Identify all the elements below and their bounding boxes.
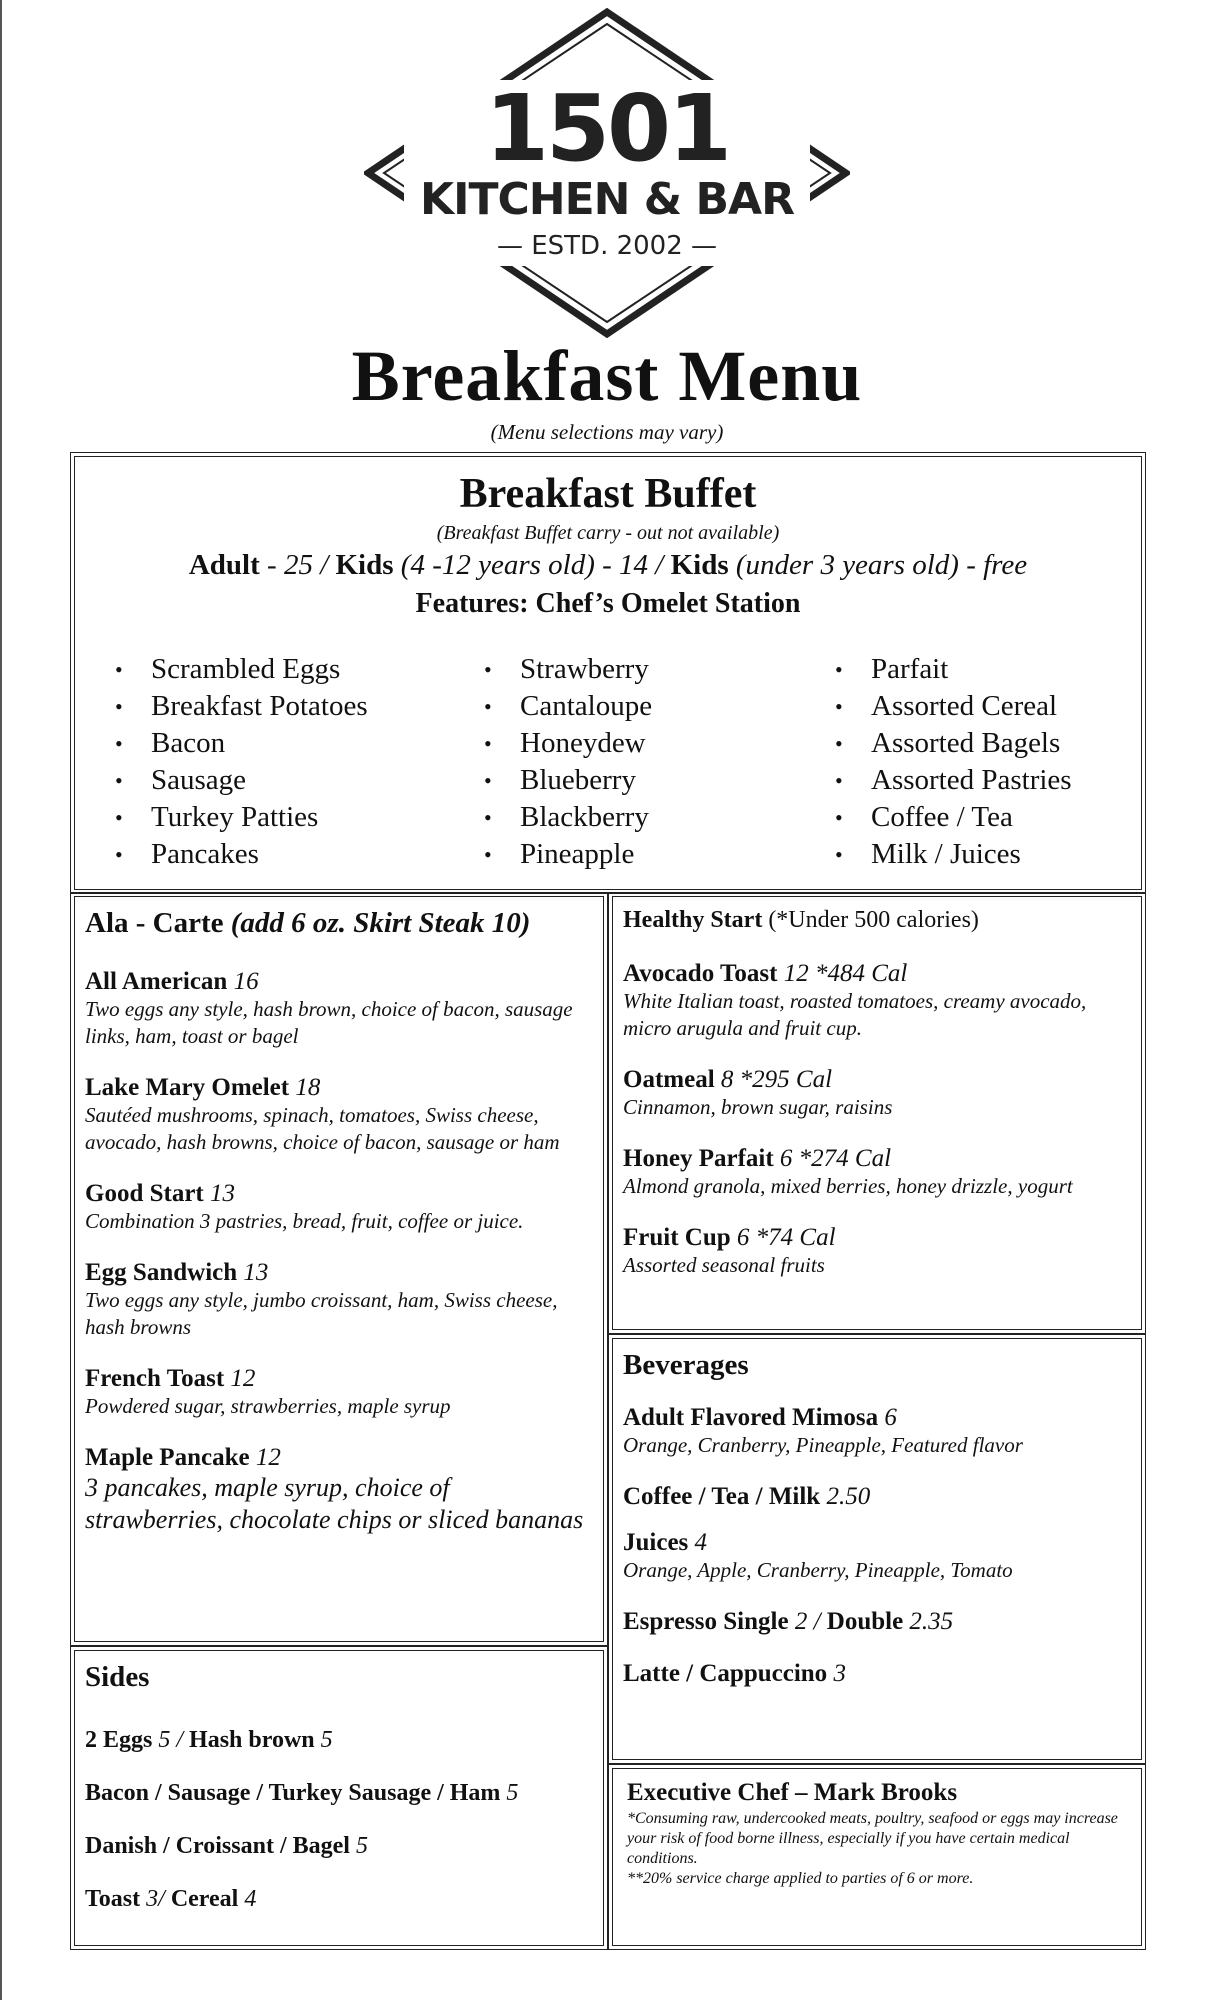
buffet-item: • Milk / Juices [831, 836, 1072, 873]
menu-item [623, 1660, 1131, 1688]
kids-under3-price: (under 3 years old) - free [728, 549, 1028, 581]
buffet-item: • Strawberry [480, 651, 652, 688]
buffet-column-3 [831, 651, 1072, 873]
buffet-item: • Scrambled Eggs [111, 651, 368, 688]
item-description: Sautéed mushrooms, spinach, tomatoes, Swiss cheese, avocado, hash browns, choice of bacon, sausage or ham [85, 1103, 560, 1154]
beverages-section [612, 1338, 1142, 1760]
healthy-start-note: (*Under 500 calories) [762, 907, 979, 933]
buffet-note: (Breakfast Buffet carry - out not available) [436, 522, 780, 544]
kids-label: Kids [335, 549, 394, 581]
buffet-section [74, 456, 1142, 890]
item-title: Oatmeal [623, 1066, 715, 1093]
item-description: Powdered sugar, strawberries, maple syrup [85, 1394, 451, 1418]
menu-item [85, 1365, 593, 1420]
item-description: Orange, Cranberry, Pineapple, Featured flavor [623, 1433, 1023, 1457]
buffet-item: • Blackberry [480, 799, 652, 836]
side-price: 5 / [152, 1727, 190, 1753]
menu-item-name [623, 1608, 1131, 1636]
buffet-item: • Bacon [111, 725, 368, 762]
item-title: All American [85, 968, 228, 995]
adult-label: Adult [188, 549, 260, 581]
item-title: Egg Sandwich [85, 1259, 238, 1286]
item-price: 2 / [788, 1608, 827, 1635]
item-price: 4 [688, 1529, 708, 1556]
menu-item [623, 1483, 1131, 1511]
item-title: Espresso Single [623, 1608, 789, 1635]
menu-item [85, 1259, 593, 1341]
executive-chef: Executive Chef – Mark Brooks [627, 1779, 958, 1806]
item-price: 8 *295 Cal [714, 1066, 833, 1093]
kids-price: (4 -12 years old) - 14 / [393, 549, 671, 581]
menu-item-name [623, 1529, 1131, 1557]
item-price: 16 [227, 968, 259, 995]
item-description: Assorted seasonal fruits [623, 1253, 825, 1277]
menu-item-name [623, 1404, 1131, 1432]
menu-item [623, 1529, 1131, 1584]
item-title: Good Start [85, 1180, 204, 1207]
menu-item [623, 1608, 1131, 1636]
buffet-item: • Coffee / Tea [831, 799, 1072, 836]
sides-items [85, 1727, 593, 1913]
healthy-start-section [612, 896, 1142, 1330]
side-name-2: Cereal [170, 1886, 239, 1912]
ala-carte-section [74, 896, 604, 1642]
healthy-start-title-text: Healthy Start [623, 907, 763, 933]
item-price: 12 [224, 1365, 256, 1392]
page-subtitle: (Menu selections may vary) [490, 420, 724, 444]
item-price: 18 [289, 1074, 321, 1101]
item-title: Adult Flavored Mimosa [623, 1404, 879, 1431]
sides-section [74, 1650, 604, 1946]
buffet-title: Breakfast Buffet [459, 471, 757, 517]
item-description: Two eggs any style, jumbo croissant, ham, Swiss cheese, hash browns [85, 1288, 558, 1339]
item-description: Cinnamon, brown sugar, raisins [623, 1095, 893, 1119]
item-price: 12 [249, 1444, 281, 1471]
buffet-item: • Honeydew [480, 725, 652, 762]
item-title: Fruit Cup [623, 1224, 731, 1251]
page-title: Breakfast Menu [351, 336, 863, 416]
menu-item [623, 960, 1131, 1042]
adult-price: - 25 / [259, 549, 336, 581]
item-title: Honey Parfait [623, 1145, 774, 1172]
ala-carte-title-text: Ala - Carte [85, 907, 224, 939]
restaurant-logo [364, 8, 850, 338]
side-name: 2 Eggs [85, 1727, 153, 1753]
item-price: 2.50 [820, 1483, 871, 1510]
logo-number: 1501 [484, 75, 730, 182]
item-price: 13 [237, 1259, 269, 1286]
page-edge-line [0, 0, 2, 2000]
item-title-2: Double [826, 1608, 904, 1635]
menu-item [85, 968, 593, 1050]
sides-title: Sides [85, 1661, 150, 1693]
item-price: 13 [203, 1180, 235, 1207]
menu-item-name [85, 1074, 593, 1102]
side-price: 5 [349, 1833, 368, 1859]
buffet-column-1 [111, 651, 368, 873]
side-name: Bacon / Sausage / Turkey Sausage / Ham [85, 1780, 501, 1806]
item-price-2: 2.35 [903, 1608, 954, 1635]
side-name-2: Hash brown [189, 1727, 315, 1753]
ala-carte-title [85, 907, 593, 940]
buffet-item: • Assorted Cereal [831, 688, 1072, 725]
item-description: Almond granola, mixed berries, honey drizzle, yogurt [623, 1174, 1073, 1198]
menu-item-name [623, 1224, 1131, 1252]
menu-item-name [85, 968, 593, 996]
item-description: 3 pancakes, maple syrup, choice of strawberries, chocolate chips or sliced bananas [85, 1473, 584, 1534]
healthy-start-title [623, 907, 1131, 934]
side-price: 5 [500, 1780, 519, 1806]
item-price: 6 *274 Cal [773, 1145, 892, 1172]
buffet-item: • Pancakes [111, 836, 368, 873]
buffet-prices [75, 549, 1141, 582]
buffet-item: • Parfait [831, 651, 1072, 688]
side-price-2: 4 [238, 1886, 257, 1912]
menu-item-name [623, 1066, 1131, 1094]
menu-item-name [623, 1145, 1131, 1173]
menu-item-name [85, 1444, 593, 1472]
buffet-item: • Breakfast Potatoes [111, 688, 368, 725]
buffet-item: • Blueberry [480, 762, 652, 799]
buffet-item: • Pineapple [480, 836, 652, 873]
side-item [85, 1833, 593, 1860]
item-title: Maple Pancake [85, 1444, 250, 1471]
menu-item-name [85, 1259, 593, 1287]
menu-item [623, 1404, 1131, 1459]
menu-item-name [85, 1365, 593, 1393]
menu-item [623, 1224, 1131, 1279]
item-title: Lake Mary Omelet [85, 1074, 290, 1101]
item-title: Coffee / Tea / Milk [623, 1483, 821, 1510]
item-price: 6 *74 Cal [730, 1224, 836, 1251]
menu-item-name [623, 960, 1131, 988]
menu-item-name [623, 1483, 1131, 1511]
beverages-items [623, 1404, 1131, 1688]
item-description: Combination 3 pastries, bread, fruit, coffee or juice. [85, 1209, 524, 1233]
menu-item-name [85, 1180, 593, 1208]
side-price-2: 5 [314, 1727, 333, 1753]
item-description: White Italian toast, roasted tomatoes, creamy avocado, micro arugula and fruit cup. [623, 989, 1087, 1040]
side-item [85, 1886, 593, 1913]
item-price: 3 [827, 1660, 846, 1687]
buffet-column-2 [480, 651, 652, 873]
item-title: Juices [623, 1529, 689, 1556]
food-safety-note: *Consuming raw, undercooked meats, poultry, seafood or eggs may increase your risk of food borne illness, especially if you have certain medical conditions. [627, 1810, 1118, 1867]
buffet-item: • Assorted Bagels [831, 725, 1072, 762]
ala-carte-items [85, 968, 593, 1536]
menu-item [85, 1180, 593, 1235]
logo-name: KITCHEN & BAR [420, 174, 794, 225]
menu-item-name [623, 1660, 1131, 1688]
side-item [85, 1727, 593, 1754]
buffet-item: • Sausage [111, 762, 368, 799]
item-title: Avocado Toast [623, 960, 778, 987]
beverages-title: Beverages [623, 1349, 749, 1381]
side-name: Danish / Croissant / Bagel [85, 1833, 350, 1859]
item-price: 12 *484 Cal [777, 960, 908, 987]
buffet-item: • Turkey Patties [111, 799, 368, 836]
logo-estd: — ESTD. 2002 — [496, 231, 718, 261]
healthy-start-items [623, 960, 1131, 1279]
item-description: Two eggs any style, hash brown, choice of bacon, sausage links, ham, toast or bagel [85, 997, 573, 1048]
buffet-features: Features: Chef’s Omelet Station [415, 588, 801, 619]
item-title: French Toast [85, 1365, 225, 1392]
item-title: Latte / Cappuccino [623, 1660, 828, 1687]
menu-item [85, 1074, 593, 1156]
menu-item [623, 1145, 1131, 1200]
side-name: Toast [85, 1886, 141, 1912]
ala-carte-addon: (add 6 oz. Skirt Steak 10) [223, 907, 531, 939]
item-price: 6 [878, 1404, 897, 1431]
buffet-item: • Cantaloupe [480, 688, 652, 725]
menu-item [85, 1444, 593, 1536]
menu-item [623, 1066, 1131, 1121]
side-price: 3/ [140, 1886, 171, 1912]
side-item [85, 1780, 593, 1807]
chef-section [612, 1768, 1142, 1946]
buffet-item: • Assorted Pastries [831, 762, 1072, 799]
kids-under3-label: Kids [670, 549, 729, 581]
item-description: Orange, Apple, Cranberry, Pineapple, Tomato [623, 1558, 1013, 1582]
service-charge-note: **20% service charge applied to parties of 6 or more. [627, 1870, 974, 1887]
